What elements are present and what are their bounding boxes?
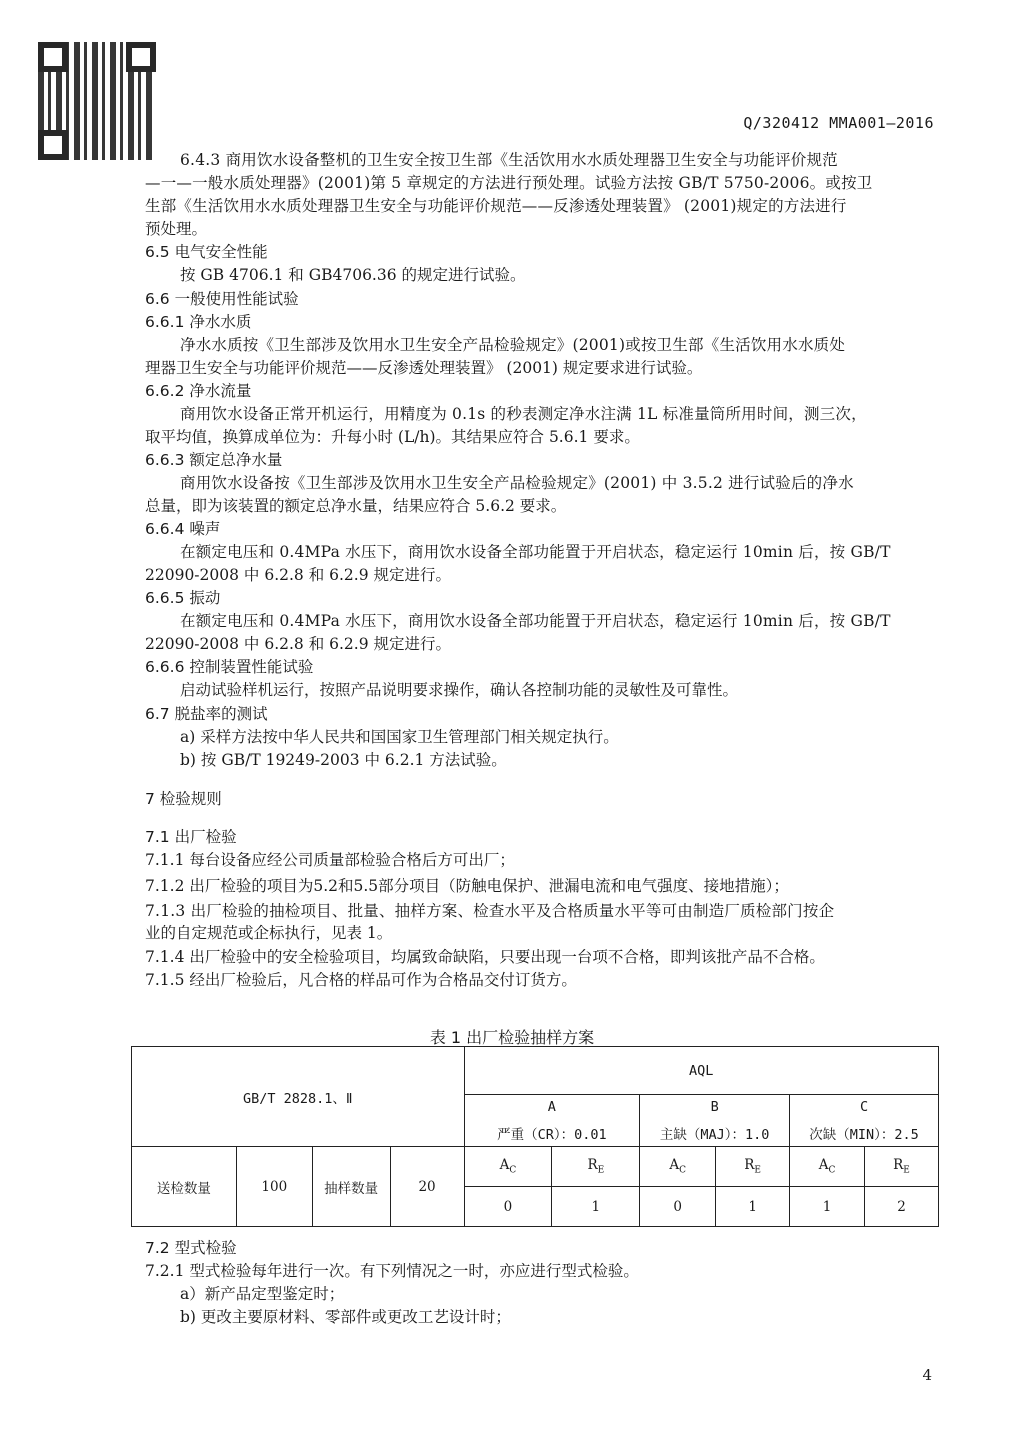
ac-header: $A_C$ [790, 1147, 865, 1187]
para-67a: a) 采样方法按中华人民共和国国家卫生管理部门相关规定执行。 [180, 728, 619, 746]
para-6-5: 按 GB 4706.1 和 GB4706.36 的规定进行试验。 [180, 266, 526, 284]
heading-7: 7 检验规则 [145, 790, 222, 808]
sampling-table [131, 1046, 939, 1227]
para-663-line2: 总量，即为该装置的额定总净水量，结果应符合 5.6.2 要求。 [145, 497, 567, 515]
table-caption: 表 1 出厂检验抽样方案 [429, 1028, 595, 1047]
re-value-a: 1 [552, 1187, 640, 1227]
table-aql-header: AQL [464, 1047, 939, 1095]
para-662-line1: 商用饮水设备正常开机运行，用精度为 0.1s 的秒表测定净水注满 1L 标准量筒所用时间，测三次， [180, 405, 867, 423]
ac-value-c: 1 [790, 1187, 865, 1227]
para-664-line1: 在额定电压和 0.4MPa 水压下，商用饮水设备全部功能置于开启状态，稳定运行 10min 后，按 GB/T [180, 543, 891, 561]
para-713-line1: 7.1.3 出厂检验的抽检项目、批量、抽样方案、检查水平及合格质量水平等可由制造厂质检部门按企 [145, 902, 835, 920]
para-661-line1: 净水水质按《卫生部涉及饮用水卫生安全产品检验规定》(2001)或按卫生部《生活饮用水水质处 [180, 336, 846, 354]
para-713-line2: 业的自定规范或企标执行，见表 1。 [145, 924, 393, 942]
heading-6-7: 6.7 脱盐率的测试 [145, 705, 268, 723]
ac-header: $A_C$ [640, 1147, 716, 1187]
para-665-line1: 在额定电压和 0.4MPa 水压下，商用饮水设备全部功能置于开启状态，稳定运行 10min 后，按 GB/T [180, 612, 891, 630]
group-c-desc: 次缺（MIN）：2.5 [809, 1126, 919, 1143]
re-header: $R_E$ [552, 1147, 640, 1187]
heading-6-6-1: 6.6.1 净水水质 [145, 313, 252, 331]
group-b-desc: 主缺（MAJ）：1.0 [659, 1126, 770, 1143]
group-b-letter: B [710, 1098, 719, 1115]
lot-size-label: 送检数量 [132, 1147, 237, 1227]
heading-6-6-2: 6.6.2 净水流量 [145, 382, 252, 400]
ac-value-b: 0 [640, 1187, 716, 1227]
heading-7-1: 7.1 出厂检验 [145, 828, 237, 846]
group-a-desc: 严重（CR）：0.01 [497, 1126, 607, 1143]
para-712: 7.1.2 出厂检验的项目为5.2和5.5部分项目（防触电保护、泄漏电流和电气强度、接地措施）； [145, 877, 789, 895]
para-714: 7.1.4 出厂检验中的安全检验项目，均属致命缺陷，只要出现一台项不合格，即判该批产品不合格。 [145, 948, 825, 966]
qr-code [38, 42, 156, 160]
para-662-line2: 取平均值，换算成单位为：升每小时 (L/h)。其结果应符合 5.6.1 要求。 [145, 428, 640, 446]
heading-6-6-6: 6.6.6 控制装置性能试验 [145, 658, 314, 676]
ac-header: $A_C$ [464, 1147, 552, 1187]
heading-6-6-4: 6.6.4 噪声 [145, 520, 221, 538]
re-header: $R_E$ [716, 1147, 790, 1187]
heading-6-5: 6.5 电气安全性能 [145, 243, 268, 261]
sample-size-value: 20 [390, 1147, 464, 1227]
heading-6-6-5: 6.6.5 振动 [145, 589, 221, 607]
table-standard-cell: GB/T 2828.1、Ⅱ [132, 1047, 465, 1147]
para-665-line2: 22090-2008 中 6.2.8 和 6.2.9 规定进行。 [145, 635, 452, 653]
para-643-line4: 预处理。 [145, 220, 208, 238]
document-number: Q/320412 MMA001—2016 [743, 114, 934, 132]
table-group-c [790, 1095, 939, 1147]
table-group-b [640, 1095, 790, 1147]
para-664-line2: 22090-2008 中 6.2.8 和 6.2.9 规定进行。 [145, 566, 452, 584]
re-header: $R_E$ [864, 1147, 938, 1187]
para-711: 7.1.1 每台设备应经公司质量部检验合格后方可出厂； [145, 851, 515, 869]
table-group-a [464, 1095, 640, 1147]
ac-value-a: 0 [464, 1187, 552, 1227]
para-715: 7.1.5 经出厂检验后，凡合格的样品可作为合格品交付订货方。 [145, 971, 577, 989]
group-c-letter: C [859, 1098, 869, 1115]
lot-size-value: 100 [236, 1147, 312, 1227]
para-661-line2: 理器卫生安全与功能评价规范——反渗透处理装置》 (2001) 规定要求进行试验。 [145, 359, 703, 377]
para-663-line1: 商用饮水设备按《卫生部涉及饮用水卫生安全产品检验规定》(2001) 中 3.5.2 进行试验后的净水 [180, 474, 854, 492]
group-a-letter: A [547, 1098, 556, 1115]
para-721: 7.2.1 型式检验每年进行一次。有下列情况之一时，亦应进行型式检验。 [145, 1262, 639, 1280]
para-67b: b) 按 GB/T 19249-2003 中 6.2.1 方法试验。 [180, 751, 507, 769]
para-721b: b) 更改主要原材料、零部件或更改工艺设计时； [180, 1308, 511, 1326]
para-643-line1: 6.4.3 商用饮水设备整机的卫生安全按卫生部《生活饮用水水质处理器卫生安全与功能评价规范 [180, 151, 838, 169]
para-721a: a）新产品定型鉴定时； [180, 1285, 345, 1303]
para-643-line2: —一—一般水质处理器》(2001)第 5 章规定的方法进行预处理。试验方法按 GB/T 5750-2006。或按卫 [145, 174, 873, 192]
para-643-line3: 生部《生活饮用水水质处理器卫生安全与功能评价规范——反渗透处理装置》 (2001)规定的方法进行 [145, 197, 847, 215]
re-value-b: 1 [716, 1187, 790, 1227]
heading-7-2: 7.2 型式检验 [145, 1239, 237, 1257]
page-number: 4 [922, 1366, 932, 1384]
re-value-c: 2 [864, 1187, 938, 1227]
heading-6-6: 6.6 一般使用性能试验 [145, 290, 299, 308]
heading-6-6-3: 6.6.3 额定总净水量 [145, 451, 283, 469]
para-666: 启动试验样机运行，按照产品说明要求操作，确认各控制功能的灵敏性及可靠性。 [180, 681, 739, 699]
sample-size-label: 抽样数量 [312, 1147, 390, 1227]
